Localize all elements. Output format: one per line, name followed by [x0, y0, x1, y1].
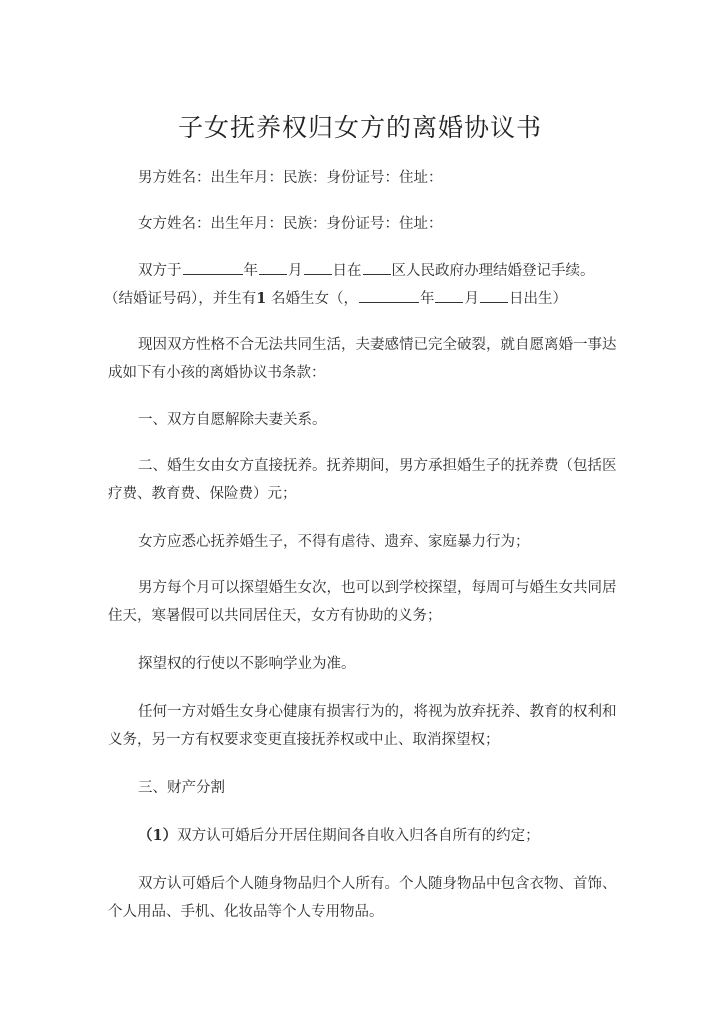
- month-label: 月: [288, 263, 303, 279]
- year-label: 年: [243, 263, 258, 279]
- blank-district: [363, 260, 391, 275]
- reason-line-2: 成如下有小孩的离婚协议书条款：: [108, 365, 326, 381]
- birth-year-label: 年: [419, 291, 435, 307]
- male-info-line: 男方姓名：出生年月：民族：身份证号：住址：: [138, 170, 443, 186]
- female-info-line: 女方姓名：出生年月：民族：身份证号：住址：: [138, 216, 443, 232]
- item-number: （1）: [138, 827, 178, 844]
- visitation-line-2: 住天，寒暑假可以共同居住天，女方有协助的义务；: [108, 608, 442, 624]
- blank-birth-year: [359, 288, 419, 303]
- marriage-suffix: 区人民政府办理结婚登记手续。: [391, 263, 595, 279]
- birth-suffix: 日出生）: [508, 291, 567, 307]
- harm-line-1: 任何一方对婚生女身心健康有损害行为的，将视为放弃抚养、教育的权利和: [138, 704, 617, 720]
- child-count: 1: [256, 290, 267, 307]
- day-label: 日在: [332, 263, 362, 279]
- clause-3-heading: 三、财产分割: [138, 780, 225, 796]
- cert-prefix: （结婚证号码），并生有: [104, 291, 257, 307]
- marriage-line-1: [108, 257, 608, 285]
- clause-2-line-1: 二、婚生女由女方直接抚养。抚养期间，男方承担婚生子的抚养费（包括医: [138, 458, 617, 474]
- blank-month: [259, 260, 287, 275]
- harm-line-2: 义务，另一方有权要求变更直接抚养权或中止、取消探望权；: [108, 732, 500, 748]
- clause-1: 一、双方自愿解除夫妻关系。: [138, 412, 327, 428]
- clause-2-line-2: 疗费、教育费、保险费）元；: [108, 486, 297, 502]
- blank-year: [183, 260, 243, 275]
- blank-day: [304, 260, 332, 275]
- marriage-prefix: 双方于: [138, 263, 182, 279]
- mother-duty: 女方应悉心抚养婚生子，不得有虐待、遗弃、家庭暴力行为；: [138, 534, 530, 550]
- visitation-line-1: 男方每个月可以探望婚生女次，也可以到学校探望，每周可与婚生女共同居: [138, 580, 617, 596]
- property-item-1: [108, 822, 608, 850]
- personal-items-line-1: 双方认可婚后个人随身物品归个人所有。个人随身物品中包含衣物、首饰、: [138, 876, 617, 892]
- reason-line-1: 现因双方性格不合无法共同生活，夫妻感情已完全破裂，就自愿离婚一事达: [138, 337, 617, 353]
- item-text: 双方认可婚后分开居住期间各自收入归各自所有的约定；: [177, 828, 540, 844]
- document-title: 子女抚养权归女方的离婚协议书: [177, 113, 542, 142]
- blank-birth-day: [480, 288, 508, 303]
- blank-birth-month: [435, 288, 463, 303]
- child-label: 名婚生女（，: [270, 291, 358, 307]
- marriage-line-2: [104, 285, 604, 313]
- birth-month-label: 月: [464, 291, 479, 307]
- visitation-limit: 探望权的行使以不影响学业为准。: [138, 656, 356, 672]
- personal-items-line-2: 个人用品、手机、化妆品等个人专用物品。: [108, 904, 384, 920]
